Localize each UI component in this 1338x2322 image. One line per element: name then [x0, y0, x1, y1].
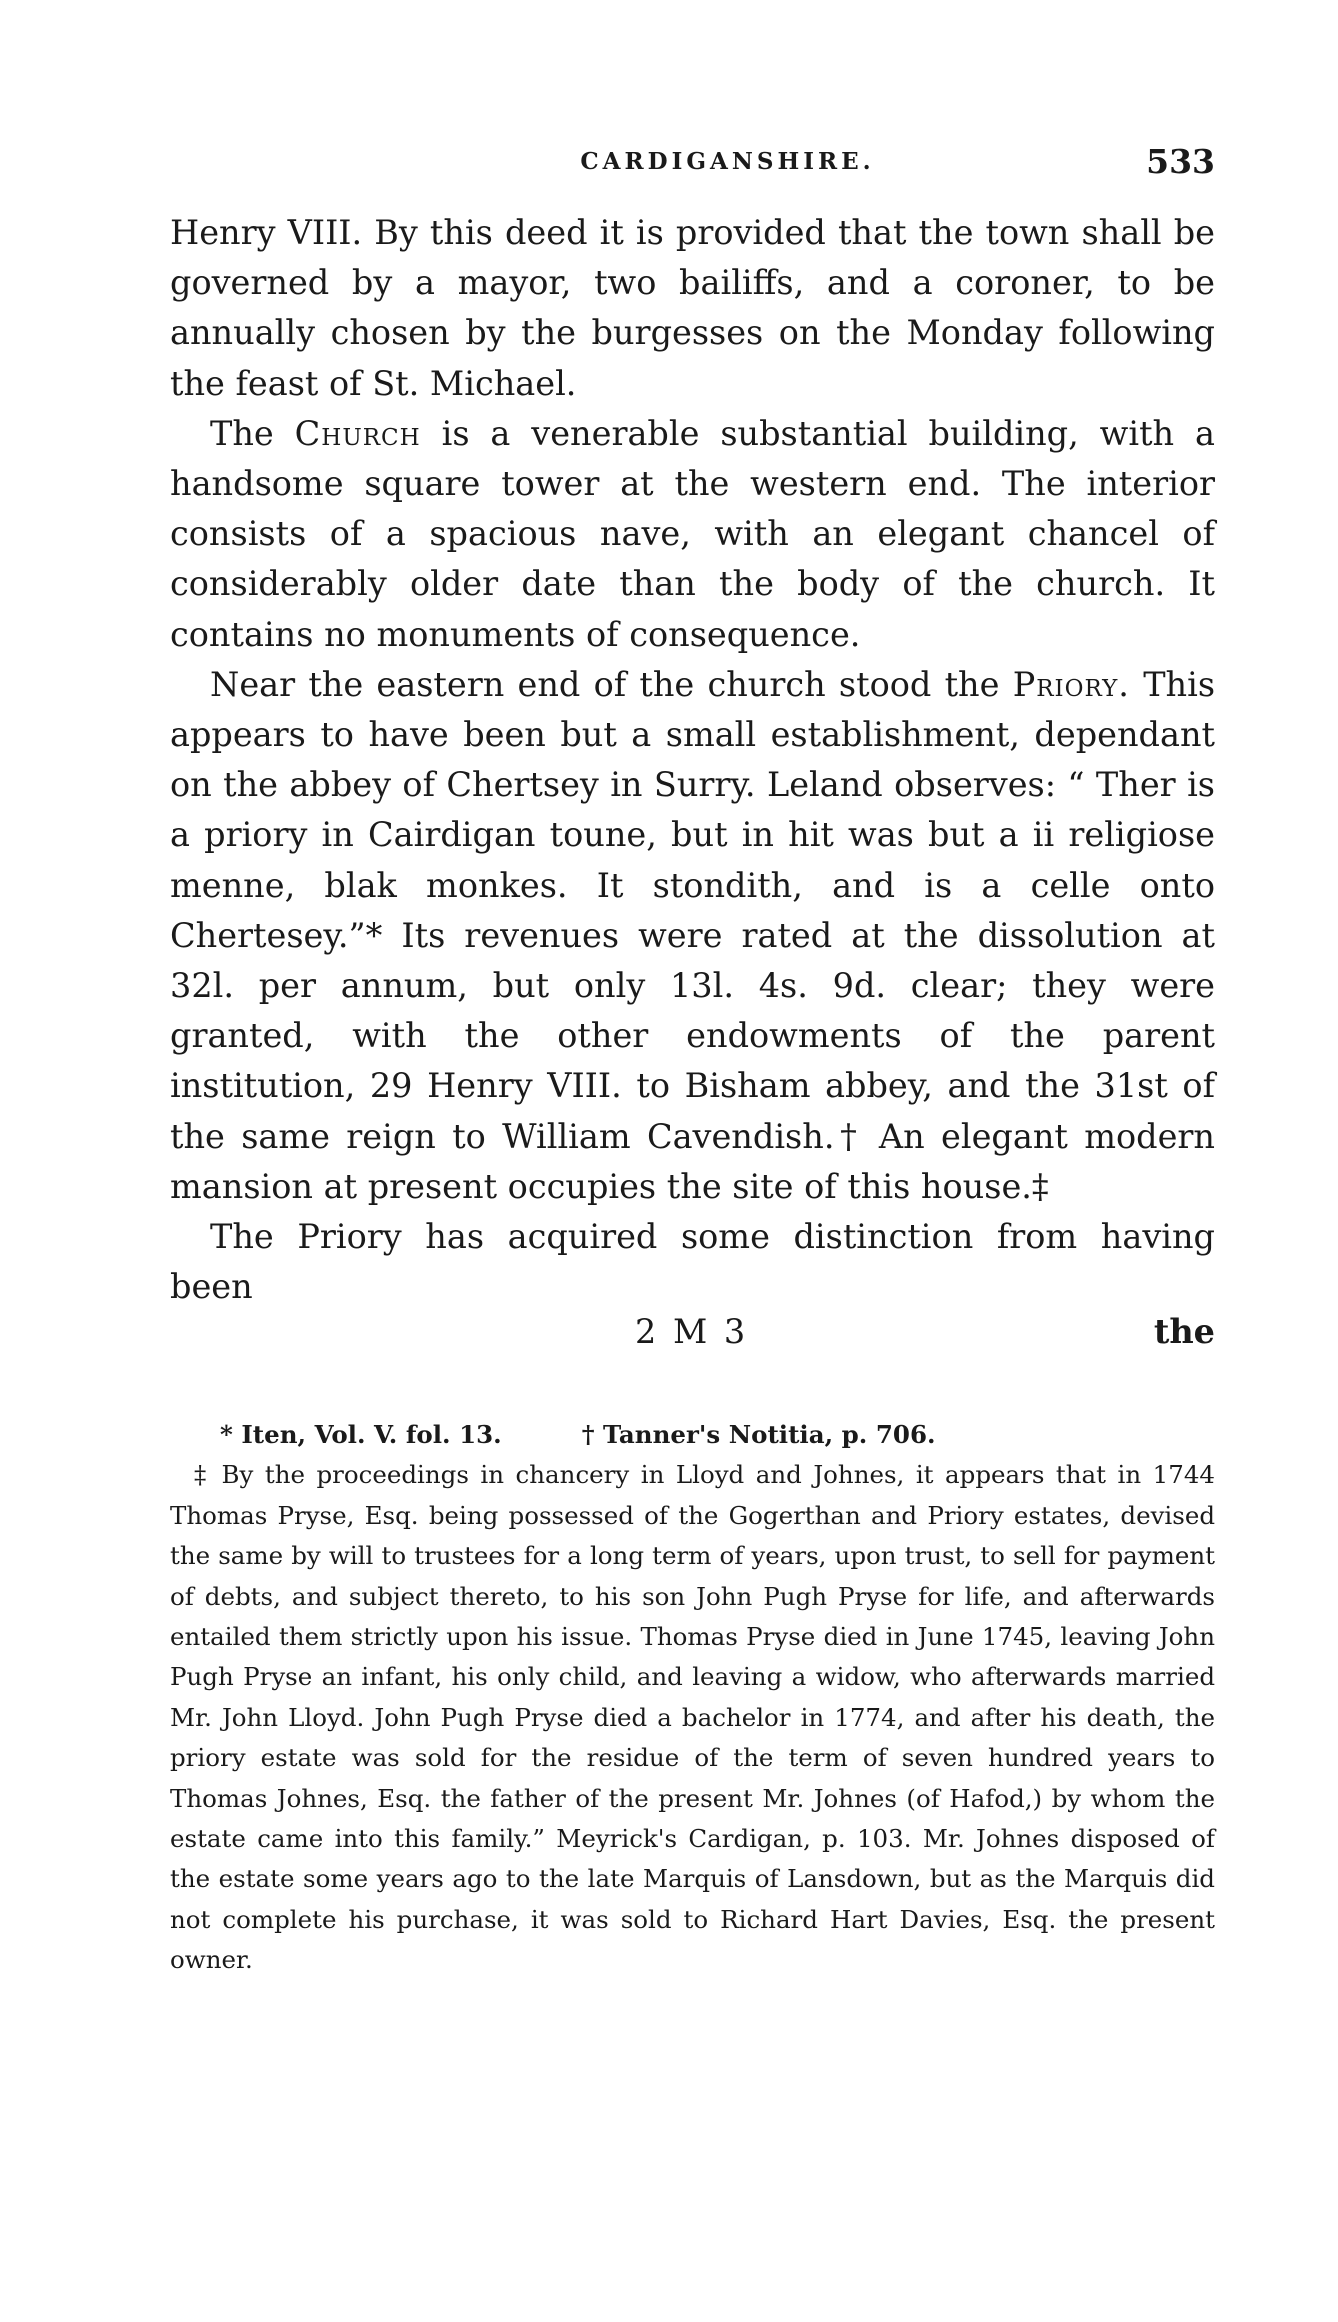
priory-term: Priory. [1012, 664, 1130, 704]
body-text [170, 208, 1215, 1312]
footnote-dagger: † Tanner's Notitia, p. 706. [581, 1420, 936, 1449]
signature-mark: 2 M 3 [635, 1312, 749, 1351]
footnote-star: * Iten, Vol. V. fol. 13. [220, 1420, 502, 1449]
paragraph-priory [170, 660, 1215, 1212]
page-number: 533 [1146, 142, 1215, 181]
running-title: CARDIGANSHIRE. [580, 148, 875, 175]
church-term: Church [294, 413, 421, 453]
paragraph-distinction: The Priory has acquired some distinction from having been [170, 1217, 1215, 1307]
footnote-double-dagger: ‡ By the proceedings in chancery in Lloyd and Johnes, it appears that in 1744 Thomas Pryse, Esq. being possessed of the Gogerthan and Priory estates, devised the same by will to trustees for a long term of years, upon trust, to sell for payment of debts, and subject thereto, to his son John Pugh Pryse for life, and afterwards entailed them strictly upon his issue. Thomas Pryse died in June 1745, leaving John Pugh Pryse an infant, his only child, and leaving a widow, who afterwards married Mr. John Lloyd. John Pugh Pryse died a bachelor in 1774, and after his death, the priory estate was sold for the residue of the term of seven hundred years to Thomas Johnes, Esq. the father of the present Mr. Johnes (of Hafod,) by whom the estate came into this family.” Meyrick's Cardigan, p. 103. Mr. Johnes disposed of the estate some years ago to the late Marquis of Lansdown, but as the Marquis did not complete his purchase, it was sold to Richard Hart Davies, Esq. the present owner. [170, 1460, 1215, 1975]
church-lead: The [210, 413, 274, 453]
priory-text: This appears to have been but a small establishment, dependant on the abbey of Chertsey in Surry. Leland observes: “ Ther is a priory in Cairdigan toune, but in hit was but a ii religiose menne, blak monkes. It stondith, and is a celle onto Chertesey.”* Its revenues were rated at the dissolution at 32l. per annum, but only 13l. 4s. 9d. clear; they were granted, with the other endowments of the parent institution, 29 Henry VIII. to Bisham abbey, and the 31st of the same reign to William Cavendish.† An elegant modern mansion at present occupies the site of this house.‡ [170, 664, 1216, 1206]
footnote-row [170, 1415, 1215, 1455]
catch-line [170, 1312, 1215, 1362]
paragraph-governance: Henry VIII. By this deed it is provided that the town shall be governed by a mayor, two bailiffs, and a coroner, to be annually chosen by the burgesses on the Monday following the feast of St. Michael. [170, 213, 1215, 403]
church-text: is a venerable substantial building, with a handsome square tower at the western end. The interior consists of a spacious nave, with an elegant chancel of considerably older date than the body of the church. It contains no monuments of consequence. [170, 413, 1215, 654]
paragraph-church [170, 409, 1215, 660]
running-head [170, 142, 1215, 188]
priory-lead: Near the eastern end of the church stood the [210, 664, 1000, 704]
footnotes [170, 1415, 1215, 1981]
catchword: the [1153, 1312, 1215, 1351]
